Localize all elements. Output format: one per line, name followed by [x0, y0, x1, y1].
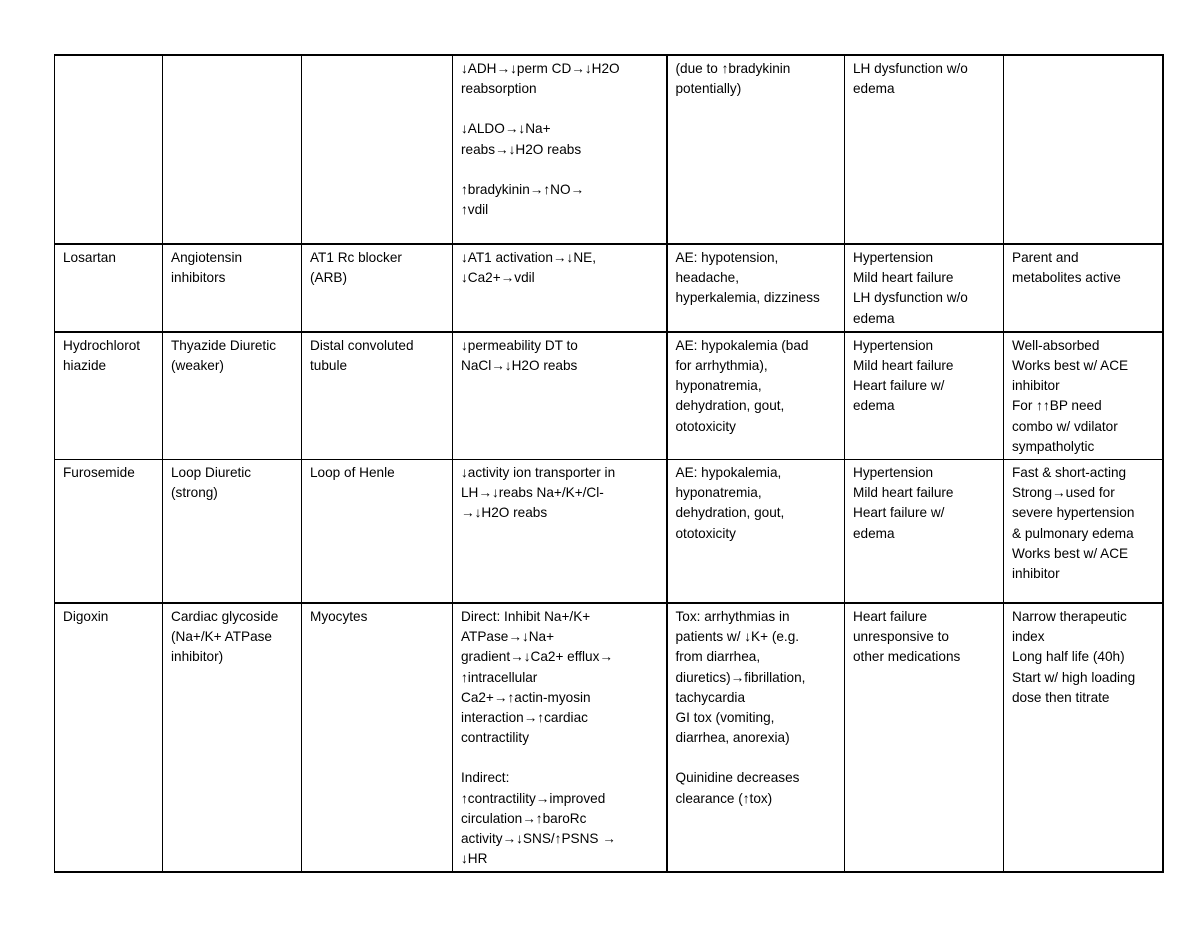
mechanism-cell	[453, 244, 667, 332]
cell-text-line: hyponatremia,	[675, 378, 762, 394]
cell-text-line: Loop Diuretic	[171, 465, 252, 481]
cell-text-line: for arrhythmia),	[675, 358, 768, 374]
cell-text-line: Distal convoluted	[310, 337, 414, 353]
drug-name-cell	[55, 460, 163, 604]
mechanism-cell	[453, 460, 667, 604]
cell-text-line: Narrow therapeutic	[1012, 609, 1127, 625]
cell-text-line: Fast & short-acting	[1012, 465, 1127, 481]
table-row-ace-inhibitor-continued	[55, 55, 1163, 244]
cell-text-line: ↓activity ion transporter in	[461, 465, 616, 481]
site-of-action-cell	[302, 460, 453, 604]
cell-text-line: Tox: arrhythmias in	[675, 609, 790, 625]
drug-class-cell	[163, 55, 302, 244]
adverse-effects-cell	[667, 603, 845, 872]
cell-text-line: inhibitor	[1012, 378, 1060, 394]
drug-class-cell	[163, 332, 302, 460]
mechanism-cell	[453, 55, 667, 244]
cell-text-line: edema	[853, 310, 895, 326]
cell-text-line: clearance (↑tox)	[675, 790, 773, 806]
cell-text-line: ↓permeability DT to	[461, 337, 578, 353]
cell-text-line: reabs→↓H2O reabs	[461, 141, 582, 157]
cell-text-line: combo w/ vdilator	[1012, 418, 1118, 434]
cell-text-line: Works best w/ ACE	[1012, 358, 1129, 374]
drug-name-cell	[55, 332, 163, 460]
cell-text-line: tubule	[310, 358, 348, 374]
cell-text-line: ↓Ca2+→vdil	[461, 270, 535, 286]
cell-text-line: interaction→↑cardiac	[461, 710, 588, 726]
cell-text-line: inhibitor)	[171, 649, 224, 665]
adverse-effects-cell	[667, 244, 845, 332]
cell-text-line: ↑bradykinin→↑NO→	[461, 181, 585, 197]
cell-text-line: AE: hypokalemia (bad	[675, 337, 809, 353]
cell-text-line: dehydration, gout,	[675, 505, 785, 521]
cell-text-line: contractility	[461, 730, 529, 746]
cell-text-line: LH→↓reabs Na+/K+/Cl-	[461, 485, 604, 501]
drug-name-cell	[55, 244, 163, 332]
cell-text-line: Direct: Inhibit Na+/K+	[461, 609, 591, 625]
cell-text-line: AT1 Rc blocker	[310, 250, 402, 265]
cell-text-line: Thyazide Diuretic	[171, 337, 277, 353]
drug-table	[54, 54, 1164, 873]
cell-text-line: edema	[853, 525, 895, 541]
paragraph-gap	[461, 99, 659, 119]
cell-text-line: Indirect:	[461, 770, 510, 786]
notes-cell	[1004, 332, 1163, 460]
site-of-action-cell	[302, 332, 453, 460]
table-row-hydrochlorothiazide	[55, 332, 1163, 460]
cell-text-line: hyponatremia,	[675, 485, 762, 501]
cell-text-line: Mild heart failure	[853, 358, 954, 374]
cell-text-line: patients w/ ↓K+ (e.g.	[675, 629, 800, 645]
cell-text-line: GI tox (vomiting,	[675, 710, 775, 726]
mechanism-cell	[453, 332, 667, 460]
cell-text-line: AE: hypokalemia,	[675, 465, 782, 481]
cell-text-line: edema	[853, 398, 895, 414]
cell-text-line: severe hypertension	[1012, 505, 1135, 521]
cell-text-line: (weaker)	[171, 358, 224, 374]
cell-text-line: LH dysfunction w/o	[853, 61, 968, 76]
cell-text-line: ↓AT1 activation→↓NE,	[461, 250, 596, 265]
clinical-uses-cell	[845, 244, 1004, 332]
cell-text-line: diarrhea, anorexia)	[675, 730, 790, 746]
cell-text-line: hiazide	[63, 358, 107, 374]
cell-text-line: inhibitor	[1012, 566, 1060, 582]
cell-text-line: (strong)	[171, 485, 218, 501]
adverse-effects-cell	[667, 460, 845, 604]
notes-cell	[1004, 460, 1163, 604]
cell-text-line: AE: hypotension,	[675, 250, 779, 265]
cell-text-line: Heart failure w/	[853, 378, 945, 394]
cell-text-line: gradient→↓Ca2+ efflux→	[461, 649, 614, 665]
cell-text-line: ↑vdil	[461, 202, 489, 218]
cell-text-line: Ca2+→↑actin-myosin	[461, 689, 591, 705]
cell-text-line: unresponsive to	[853, 629, 949, 645]
cell-text-line: hyperkalemia, dizziness	[675, 290, 820, 306]
cell-text-line: other medications	[853, 649, 961, 665]
cell-text-line: dehydration, gout,	[675, 398, 785, 414]
cell-text-line: ↑contractility→improved	[461, 790, 606, 806]
cell-text-line: Mild heart failure	[853, 485, 954, 501]
cell-text-line: diuretics)→fibrillation,	[675, 669, 806, 685]
cell-text-line: LH dysfunction w/o	[853, 290, 968, 306]
cell-text-line: tachycardia	[675, 689, 746, 705]
table-row-losartan	[55, 244, 1163, 332]
paragraph-gap	[461, 748, 659, 768]
drug-class-cell	[163, 603, 302, 872]
clinical-uses-cell	[845, 55, 1004, 244]
clinical-uses-cell	[845, 460, 1004, 604]
paragraph-gap	[676, 748, 838, 768]
cell-text-line: & pulmonary edema	[1012, 525, 1134, 541]
cell-text-line: activity→↓SNS/↑PSNS →	[461, 831, 616, 847]
cell-text-line: Hypertension	[853, 250, 934, 265]
table-row-furosemide	[55, 460, 1163, 604]
adverse-effects-cell	[667, 332, 845, 460]
cell-text-line: Quinidine decreases	[675, 770, 800, 786]
notes-cell	[1004, 244, 1163, 332]
cell-text-line: Start w/ high loading	[1012, 669, 1136, 685]
cell-text-line: Myocytes	[310, 609, 368, 625]
cell-text-line: ototoxicity	[675, 418, 736, 434]
cell-text-line: from diarrhea,	[675, 649, 761, 665]
cell-text-line: For ↑↑BP need	[1012, 398, 1102, 414]
drug-name-cell	[55, 603, 163, 872]
cell-text-line: Long half life (40h)	[1012, 649, 1125, 665]
cell-text-line: potentially)	[675, 81, 742, 97]
cell-text-line: Cardiac glycoside	[171, 609, 279, 625]
cell-text-line: reabsorption	[461, 81, 537, 97]
cell-text-line: index	[1012, 629, 1045, 645]
cell-text-line: Well-absorbed	[1012, 337, 1100, 353]
cell-text-line: (due to ↑bradykinin	[675, 61, 791, 76]
cell-text-line: inhibitors	[171, 270, 226, 286]
cell-text-line: sympatholytic	[1012, 438, 1095, 454]
cell-text-line: Heart failure	[853, 609, 928, 625]
cell-text-line: Furosemide	[63, 465, 135, 481]
cell-text-line: (Na+/K+ ATPase	[171, 629, 272, 645]
cell-text-line: →↓H2O reabs	[461, 505, 548, 521]
paragraph-gap	[461, 160, 659, 180]
cell-text-line: Angiotensin	[171, 250, 243, 265]
adverse-effects-cell	[667, 55, 845, 244]
cell-text-line: ↓HR	[461, 851, 488, 867]
cell-text-line: Hydrochlorot	[63, 337, 141, 353]
cell-text-line: Heart failure w/	[853, 505, 945, 521]
cell-text-line: Strong→used for	[1012, 485, 1115, 501]
notes-cell	[1004, 55, 1163, 244]
table-row-digoxin	[55, 603, 1163, 872]
site-of-action-cell	[302, 55, 453, 244]
cell-text-line: Loop of Henle	[310, 465, 395, 481]
cell-text-line: ↓ADH→↓perm CD→↓H2O	[461, 61, 620, 76]
cell-text-line: circulation→↑baroRc	[461, 810, 587, 826]
notes-cell	[1004, 603, 1163, 872]
cell-text-line: ↓ALDO→↓Na+	[461, 121, 551, 137]
cell-text-line: ↑intracellular	[461, 669, 538, 685]
cell-text-line: ototoxicity	[675, 525, 736, 541]
site-of-action-cell	[302, 603, 453, 872]
drug-class-cell	[163, 460, 302, 604]
site-of-action-cell	[302, 244, 453, 332]
drug-name-cell	[55, 55, 163, 244]
cell-text-line: metabolites active	[1012, 270, 1121, 286]
cell-text-line: (ARB)	[310, 270, 348, 286]
clinical-uses-cell	[845, 332, 1004, 460]
cell-text-line: ATPase→↓Na+	[461, 629, 555, 645]
mechanism-cell	[453, 603, 667, 872]
cell-text-line: NaCl→↓H2O reabs	[461, 358, 578, 374]
cell-text-line: Mild heart failure	[853, 270, 954, 286]
cell-text-line: headache,	[675, 270, 739, 286]
cell-text-line: dose then titrate	[1012, 689, 1110, 705]
drug-class-cell	[163, 244, 302, 332]
cell-text-line: Hypertension	[853, 337, 934, 353]
cell-text-line: Hypertension	[853, 465, 934, 481]
cell-text-line: Works best w/ ACE	[1012, 545, 1129, 561]
cell-text-line: edema	[853, 81, 895, 97]
cell-text-line: Losartan	[63, 250, 116, 265]
cell-text-line: Digoxin	[63, 609, 109, 625]
clinical-uses-cell	[845, 603, 1004, 872]
cell-text-line: Parent and	[1012, 250, 1079, 265]
